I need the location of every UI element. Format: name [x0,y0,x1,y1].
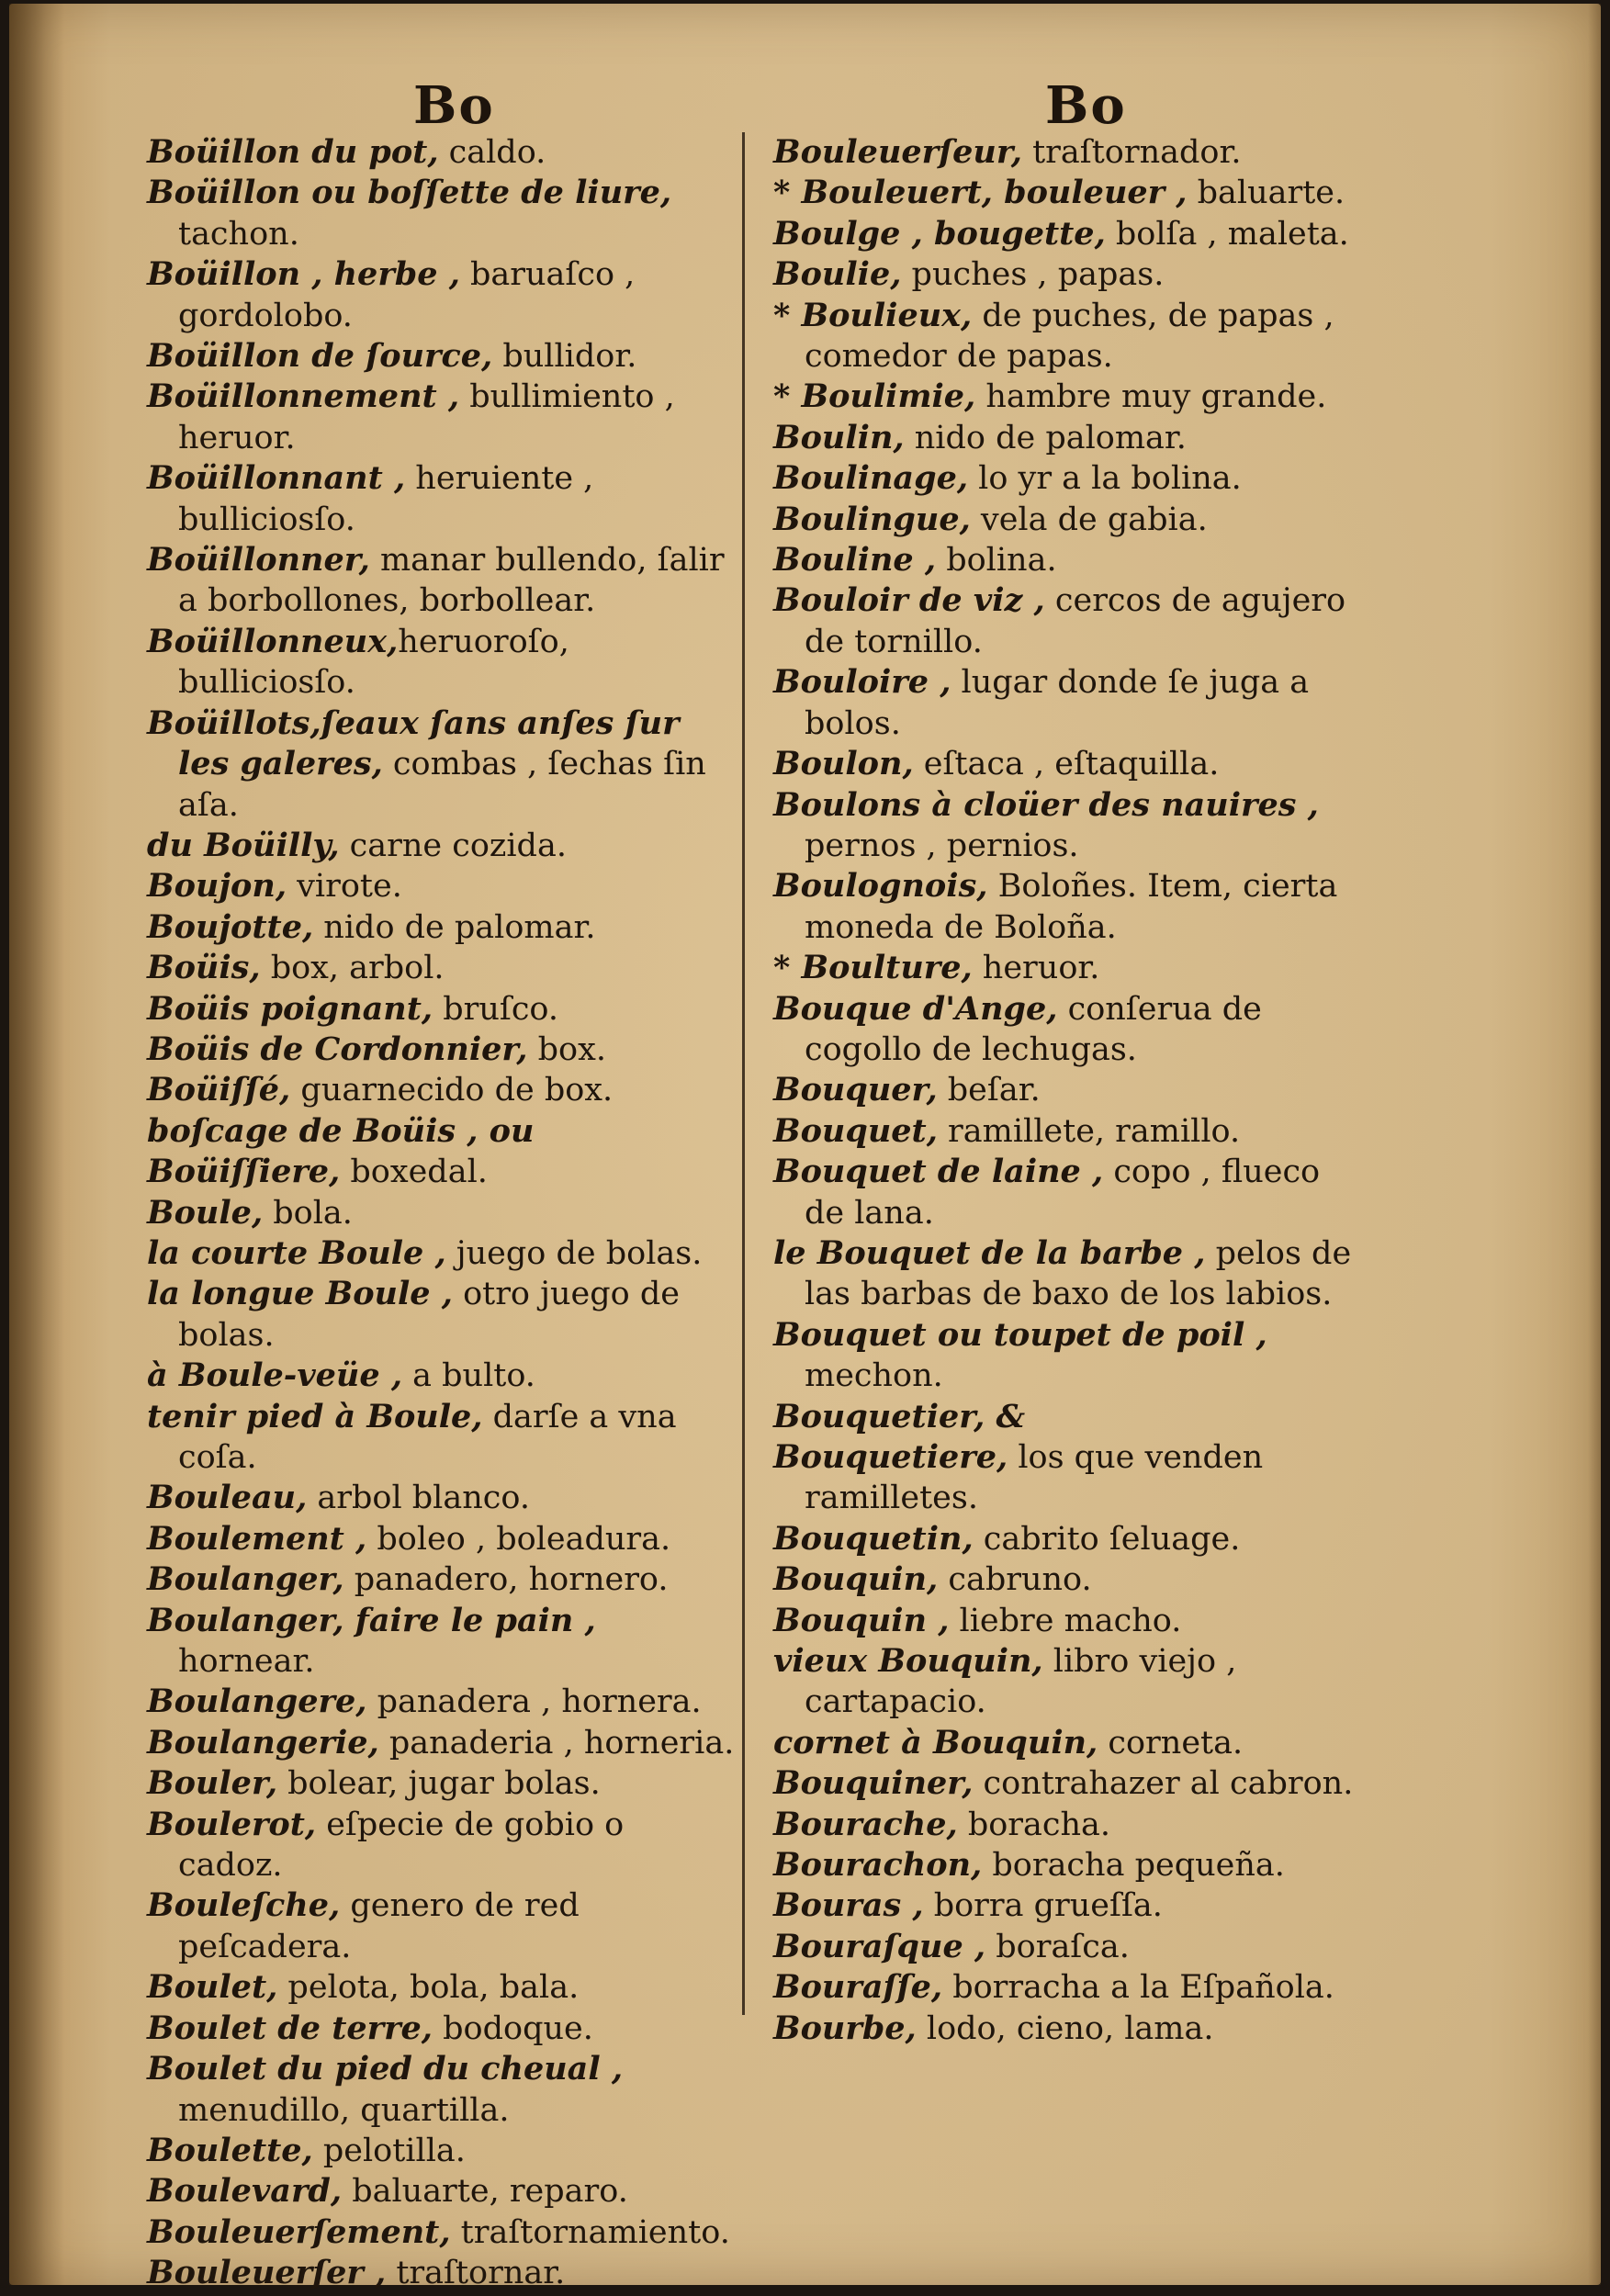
entry-headword: la courte Boule , [147,1233,446,1272]
dictionary-entry [773,580,1357,662]
entry-headword: Boulerot, [147,1805,317,1843]
dictionary-entry [147,622,735,703]
entry-definition: bullidor. [492,338,637,376]
entry-definition: vela de gabia. [970,501,1208,538]
gutter-shadow [9,4,64,2285]
dictionary-entry [147,1111,735,1152]
entry-headword: Bouler, [147,1764,278,1803]
entry-headword: Boüiſſiere, [147,1153,341,1191]
entry-definition: cabruno. [938,1561,1092,1599]
entry-headword: Boüis de Cordonnier, [147,1030,528,1068]
dictionary-entry [147,1559,735,1600]
dictionary-entry [773,1437,1357,1519]
dictionary-entry [147,1233,735,1274]
entry-definition: los que venden ramilletes. [805,1439,1264,1517]
dictionary-entry [773,1070,1357,1110]
entry-definition: bolina. [936,542,1057,580]
entry-headword: * Boulture, [773,949,973,987]
dictionary-entry [773,214,1357,254]
entry-definition: corneta. [1098,1724,1244,1761]
entry-definition: box, arbol. [260,950,445,987]
left-column [147,132,735,2294]
entry-definition: Boloñes. Item, cierta moneda de Boloña. [805,868,1338,946]
entry-definition: mechon. [805,1357,943,1395]
entry-headword: le Bouquet de la barbe , [773,1233,1206,1272]
entry-definition: copo , flueco de lana. [805,1154,1321,1232]
entry-headword: Boulangere, [147,1683,367,1721]
dictionary-entry [773,1967,1357,2008]
dictionary-entry [147,2253,735,2293]
entry-headword: Bouquetiere, [773,1438,1008,1476]
entry-definition: guarnecido de box. [290,1072,614,1109]
entry-definition: contrahazer al cabron. [973,1765,1354,1803]
entry-headword: Boulanger, [147,1560,344,1599]
running-head-right: Bo [1045,75,1127,136]
entry-headword: Boulet du pied du cheual , [147,2050,624,2088]
entry-headword: * Boulieux, [773,296,973,334]
entry-headword: tenir pied à Boule, [147,1397,483,1435]
entry-headword: Bouleuerſement, [147,2212,451,2251]
dictionary-entry [773,1723,1357,1763]
entry-definition: nido de palomar. [904,419,1187,456]
entry-headword: Bouquin, [773,1560,939,1599]
entry-headword: Boulevard, [147,2172,343,2211]
dictionary-entry [147,1682,735,1722]
dictionary-entry [147,948,735,988]
entry-headword: Bouline , [773,541,937,580]
entry-definition: caldo. [438,134,546,171]
dictionary-entry [147,254,735,336]
entry-definition: borracha a la Eſpañola. [942,1969,1334,2007]
dictionary-entry [147,2131,735,2171]
dictionary-entry [147,1397,735,1479]
dictionary-entry [773,1927,1357,1967]
entry-definition: boxedal. [340,1154,488,1191]
entry-headword: Bouraſſe, [773,1968,943,2007]
entry-definition: combas , ſechas ſin aſa. [178,746,706,824]
entry-headword: Boulie, [773,255,902,294]
entry-definition: virote. [287,868,402,906]
dictionary-entry [773,458,1357,499]
entry-definition: pelos de las barbas de baxo de los labios. [805,1234,1352,1313]
dictionary-entry [147,1967,735,2008]
entry-definition: traſtornar. [386,2255,566,2292]
dictionary-entry [773,1601,1357,1641]
entry-definition: hambre muy grande. [975,378,1327,416]
entry-headword: boſcage de Boüis , ou [147,1111,535,1150]
entry-definition: borra grueſſa. [923,1887,1163,1925]
entry-definition: traſtornamiento. [450,2213,730,2251]
entry-headword: à Boule-veüe , [147,1356,403,1395]
dictionary-entry [147,1356,735,1396]
entry-headword: Boulons à cloüer des nauires , [773,785,1319,824]
dictionary-entry [773,785,1357,867]
entry-definition: baruaſco , gordolobo. [178,256,636,334]
entry-definition: panaderia , horneria. [378,1724,735,1761]
dictionary-entry [147,1519,735,1559]
dictionary-entry [773,1152,1357,1233]
entry-definition: darſe a vna coſa. [178,1398,677,1476]
dictionary-entry [147,458,735,540]
dictionary-entry [773,254,1357,295]
dictionary-entry [773,866,1357,948]
entry-definition: cabrito ſeluage. [973,1520,1241,1558]
dictionary-entry [773,1763,1357,1804]
dictionary-entry [773,377,1357,417]
entry-definition: lodo, cieno, lama. [916,2009,1214,2047]
dictionary-entry [773,1805,1357,1845]
entry-definition: bolſa , maleta. [1105,215,1349,253]
dictionary-entry [147,2049,735,2131]
dictionary-entry [147,2212,735,2253]
entry-definition: libro viejo , cartapacio. [805,1643,1237,1721]
dictionary-entry [147,703,735,826]
page-edge [1588,4,1601,2285]
entry-definition: cercos de agujero de tornillo. [805,582,1346,660]
entry-headword: Boulon, [773,745,914,783]
entry-headword: Bourbe, [773,2009,917,2047]
dictionary-entry [773,1397,1357,1437]
entry-definition: puches , papas. [901,256,1165,294]
entry-definition: baluarte. [1187,174,1345,212]
entry-headword: du Boüilly, [147,826,340,864]
entry-definition: liebre macho. [949,1602,1182,1639]
right-column [773,132,1357,2049]
dictionary-entry [773,1885,1357,1926]
dictionary-entry [147,1274,735,1356]
entry-headword: Bouquin , [773,1601,950,1639]
entry-headword: Boule, [147,1193,264,1232]
entry-definition: menudillo, quartilla. [178,2091,510,2129]
dictionary-entry [147,1152,735,1192]
dictionary-entry [147,1763,735,1804]
entry-definition: arbol blanco. [307,1480,530,1517]
book-page [9,4,1601,2292]
dictionary-entry [773,1519,1357,1559]
entry-definition: eſpecie de gobio o cadoz. [178,1806,625,1885]
entry-definition: genero de red peſcadera. [178,1887,580,1965]
dictionary-entry [147,1601,735,1683]
dictionary-entry [147,1885,735,1967]
entry-definition: boracha. [957,1806,1111,1843]
entry-headword: Bouquetin, [773,1519,974,1558]
entry-headword: Boüillon du pot, [147,133,439,171]
entry-definition: boracha pequeña. [982,1847,1285,1885]
dictionary-entry [147,132,735,173]
entry-definition: bola. [263,1194,353,1232]
dictionary-entry [773,132,1357,173]
entry-headword: Bouquiner, [773,1764,974,1803]
entry-headword: la longue Boule , [147,1275,453,1313]
dictionary-entry [147,540,735,622]
dictionary-entry [773,296,1357,377]
entry-definition: boleo , boleadura. [366,1520,671,1558]
running-head-left: Bo [413,75,495,136]
entry-definition: a bulto. [402,1357,535,1395]
dictionary-entry [147,336,735,377]
entry-headword: Bouquet, [773,1111,938,1150]
entry-headword: Boulet de terre, [147,2009,433,2047]
entry-headword: Boüillonner, [147,541,370,580]
entry-headword: Boüillonnant , [147,459,406,498]
dictionary-entry [147,1723,735,1763]
dictionary-entry [147,2171,735,2212]
entry-definition: lo yr a la bolina. [968,460,1242,498]
entry-definition: lugar donde ſe juga a bolos. [805,664,1310,742]
dictionary-entry [147,989,735,1030]
entry-headword: Bouquet de laine , [773,1153,1104,1191]
dictionary-entry [773,948,1357,988]
dictionary-entry [147,2009,735,2049]
column-divider [742,132,745,2015]
entry-headword: Boüis poignant, [147,989,433,1028]
entry-headword: Boulangerie, [147,1723,379,1761]
entry-headword: Bouleuerſeur, [773,133,1022,171]
entry-headword: vieux Bouquin, [773,1642,1043,1681]
dictionary-entry [147,173,735,254]
entry-headword: * Bouleuert, bouleuer , [773,174,1188,212]
entry-definition: heruoroſo, bulliciosſo. [178,623,569,702]
entry-definition: box. [527,1030,606,1068]
entry-headword: Boulement , [147,1519,367,1558]
entry-definition: pelota, bola, bala. [277,1969,580,2007]
dictionary-entry [773,173,1357,213]
entry-headword: Boüillonnement , [147,377,460,416]
entry-headword: Boüiſſé, [147,1071,291,1109]
entry-headword: Boulinage, [773,459,969,498]
dictionary-entry [773,418,1357,458]
entry-definition: nido de palomar. [313,908,596,946]
entry-definition: bodoque. [432,2009,593,2047]
entry-headword: Boulognois, [773,867,988,906]
entry-definition: traſtornador. [1021,134,1242,171]
entry-definition: heruor. [972,950,1100,987]
entry-headword: Boulin, [773,418,905,456]
entry-headword: * Boulimie, [773,377,976,416]
dictionary-entry [773,744,1357,784]
entry-definition: boraſca. [985,1928,1130,1965]
entry-definition: tachon. [178,215,299,253]
dictionary-entry [147,907,735,948]
entry-definition: carne cozida. [339,827,567,864]
entry-headword: Bouquer, [773,1071,938,1109]
entry-headword: Bouleau, [147,1479,308,1517]
dictionary-entry [773,2009,1357,2049]
entry-definition: de puches, de papas , comedor de papas. [805,297,1334,376]
dictionary-entry [147,826,735,866]
entry-definition: bolear, jugar bolas. [277,1765,601,1803]
entry-headword: Boulingue, [773,500,971,538]
dictionary-entry [773,1233,1357,1315]
dictionary-entry [773,1111,1357,1152]
dictionary-entry [773,500,1357,540]
entry-definition: baluarte, reparo. [342,2173,628,2211]
dictionary-entry [773,662,1357,744]
entry-definition: conſerua de cogollo de lechugas. [805,990,1262,1068]
entry-definition: manar bullendo, ſalir a borbollones, borbollear. [178,542,725,620]
entry-headword: Boulanger, faire le pain , [147,1601,596,1639]
entry-definition: panadero, hornero. [343,1561,669,1599]
entry-headword: Boüillon , herbe , [147,255,460,294]
entry-headword: Bouraſque , [773,1927,986,1965]
entry-definition: beſar. [937,1072,1041,1109]
entry-headword: Bouras , [773,1886,924,1925]
dictionary-entry [773,1559,1357,1600]
dictionary-entry [147,1193,735,1233]
entry-headword: Boüillon de ſource, [147,337,493,376]
entry-headword: Bouloir de viz , [773,581,1045,620]
entry-headword: Bouleſche, [147,1886,341,1925]
entry-definition: eſtaca , eſtaquilla. [913,746,1220,783]
entry-headword: Boüillonneux, [147,622,399,660]
dictionary-entry [773,540,1357,580]
entry-headword: Bouque d'Ange, [773,989,1058,1028]
dictionary-entry [147,1805,735,1886]
dictionary-entry [773,1315,1357,1397]
dictionary-entry [147,1478,735,1518]
entry-definition: bullimiento , heruor. [178,378,675,456]
entry-headword: Bouquetier, & [773,1397,1026,1435]
dictionary-entry [147,1030,735,1070]
entry-headword: Boulet, [147,1968,278,2007]
entry-headword: Boüis, [147,949,261,987]
dictionary-entry [773,989,1357,1071]
dictionary-entry [773,1845,1357,1885]
entry-headword: cornet à Bouquin, [773,1723,1098,1761]
dictionary-entry [147,377,735,458]
entry-headword: Boulette, [147,2131,313,2169]
entry-definition: hornear. [178,1643,315,1681]
entry-headword: Boujon, [147,867,287,906]
entry-definition: ramillete, ramillo. [937,1112,1241,1150]
entry-headword: Boujotte, [147,907,314,946]
dictionary-entry [773,1641,1357,1723]
entry-headword: Boulge , bougette, [773,214,1106,253]
entry-headword: Boüillots,ſeaux ſans anſes ſur les galeres, [147,703,680,783]
entry-definition: otro juego de bolas. [178,1276,680,1354]
entry-headword: Bouloire , [773,663,951,702]
entry-definition: panadera , hornera. [366,1683,702,1721]
entry-headword: Bouquet ou toupet de poil , [773,1315,1267,1354]
entry-headword: Bourache, [773,1805,958,1843]
entry-definition: juego de bolas. [445,1234,703,1272]
dictionary-entry [147,1070,735,1110]
dictionary-entry [147,866,735,906]
entry-definition: heruiente , bulliciosſo. [178,460,594,538]
entry-headword: Boüillon ou boſſette de liure, [147,174,672,212]
entry-definition: pelotilla. [312,2132,466,2169]
entry-definition: pernos , pernios. [805,827,1079,864]
entry-headword: Bouleuerſer , [147,2254,387,2292]
entry-headword: Bourachon, [773,1846,983,1885]
entry-definition: bruſco. [433,990,559,1028]
